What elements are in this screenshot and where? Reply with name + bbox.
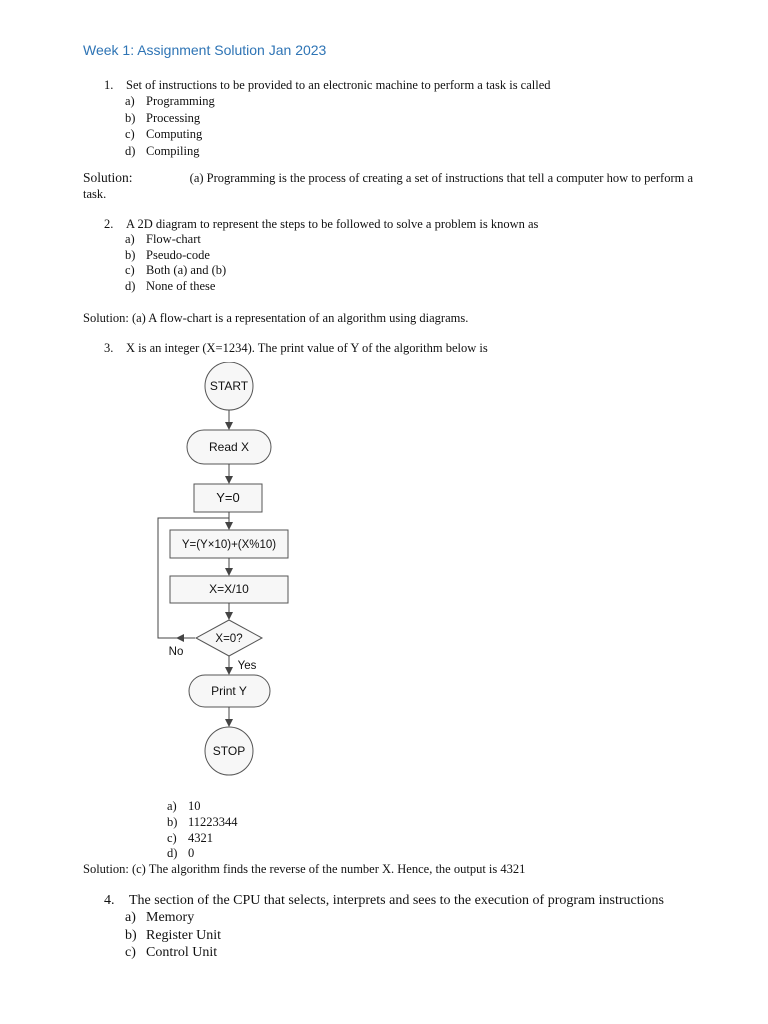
option-text: Processing [146,110,201,125]
print-label: Print Y [211,684,247,698]
option-text: Both (a) and (b) [146,263,227,277]
option-letter: c) [125,945,136,960]
option-letter: b) [125,247,136,262]
option-text: Memory [146,910,195,925]
question-text: The section of the CPU that selects, interprets and sees to the execution of program instructions [129,893,664,908]
option-c [125,263,226,279]
solution-3: Solution: (c) The algorithm finds the reverse of the number X. Hence, the output is 4321 [83,862,526,876]
option-letter: c) [125,127,135,141]
option-letter: d) [125,278,136,293]
yes-label: Yes [237,660,257,672]
init-label: Y=0 [216,490,240,505]
option-text: Flow-chart [146,232,201,246]
question-text: A 2D diagram to represent the steps to be followed to solve a problem is known as [126,217,539,231]
start-label: START [209,379,249,393]
question-number: 2. [104,217,114,231]
question-2-options [125,232,226,294]
option-a [167,799,238,815]
no-label: No [168,646,184,658]
decision-label: X=0? [215,633,243,645]
option-a [125,93,215,110]
option-letter: a) [125,232,135,246]
option-text: 0 [188,846,195,861]
question-number: 3. [104,341,114,355]
option-text: Compiling [146,143,200,158]
option-d [167,846,238,862]
question-4-options [125,909,221,962]
option-b [125,110,215,127]
option-text: 11223344 [188,814,238,829]
option-letter: a) [125,94,135,108]
read-label: Read X [208,440,250,454]
solution-label: Solution: [83,170,133,185]
option-b [167,815,238,831]
solution-text-line1: (a) Programming is the process of creating a set of instructions that tell a computer how to perform a [189,171,693,185]
option-letter: d) [167,846,178,861]
option-c [125,944,221,962]
option-b [125,927,221,945]
option-letter: a) [125,910,136,925]
option-text: 10 [188,799,201,813]
option-c [125,126,215,143]
question-number: 4. [104,893,115,908]
option-d [125,279,226,295]
flowchart [150,362,310,782]
option-text: Register Unit [146,927,222,943]
option-text: Pseudo-code [146,247,210,262]
update-x-label: X=X/10 [209,582,249,596]
option-text: Control Unit [146,945,218,960]
option-letter: b) [125,927,137,943]
option-letter: c) [125,263,135,277]
stop-label: STOP [212,744,246,758]
option-a [125,232,226,248]
page-title: Week 1: Assignment Solution Jan 2023 [83,42,327,58]
update-y-label: Y=(Y×10)+(X%10) [181,539,277,551]
question-text: Set of instructions to be provided to an electronic machine to perform a task is called [126,78,551,92]
question-3-options [167,799,238,862]
option-letter: d) [125,143,136,158]
solution-2: Solution: (a) A flow-chart is a representation of an algorithm using diagrams. [83,311,469,325]
option-letter: c) [167,830,177,845]
option-letter: a) [167,799,177,813]
option-letter: b) [167,814,178,829]
option-text: None of these [146,278,216,293]
option-d [125,143,215,160]
question-1-options [125,93,215,159]
option-text: 4321 [188,830,213,845]
option-text: Programming [146,94,215,108]
solution-text-line2: task. [83,187,107,201]
question-text: X is an integer (X=1234). The print value of Y of the algorithm below is [126,341,488,355]
option-text: Computing [146,127,203,141]
option-a [125,909,221,927]
question-number: 1. [104,78,114,92]
option-b [125,248,226,264]
solution-1 [83,170,693,202]
option-c [167,831,238,847]
option-letter: b) [125,110,136,125]
